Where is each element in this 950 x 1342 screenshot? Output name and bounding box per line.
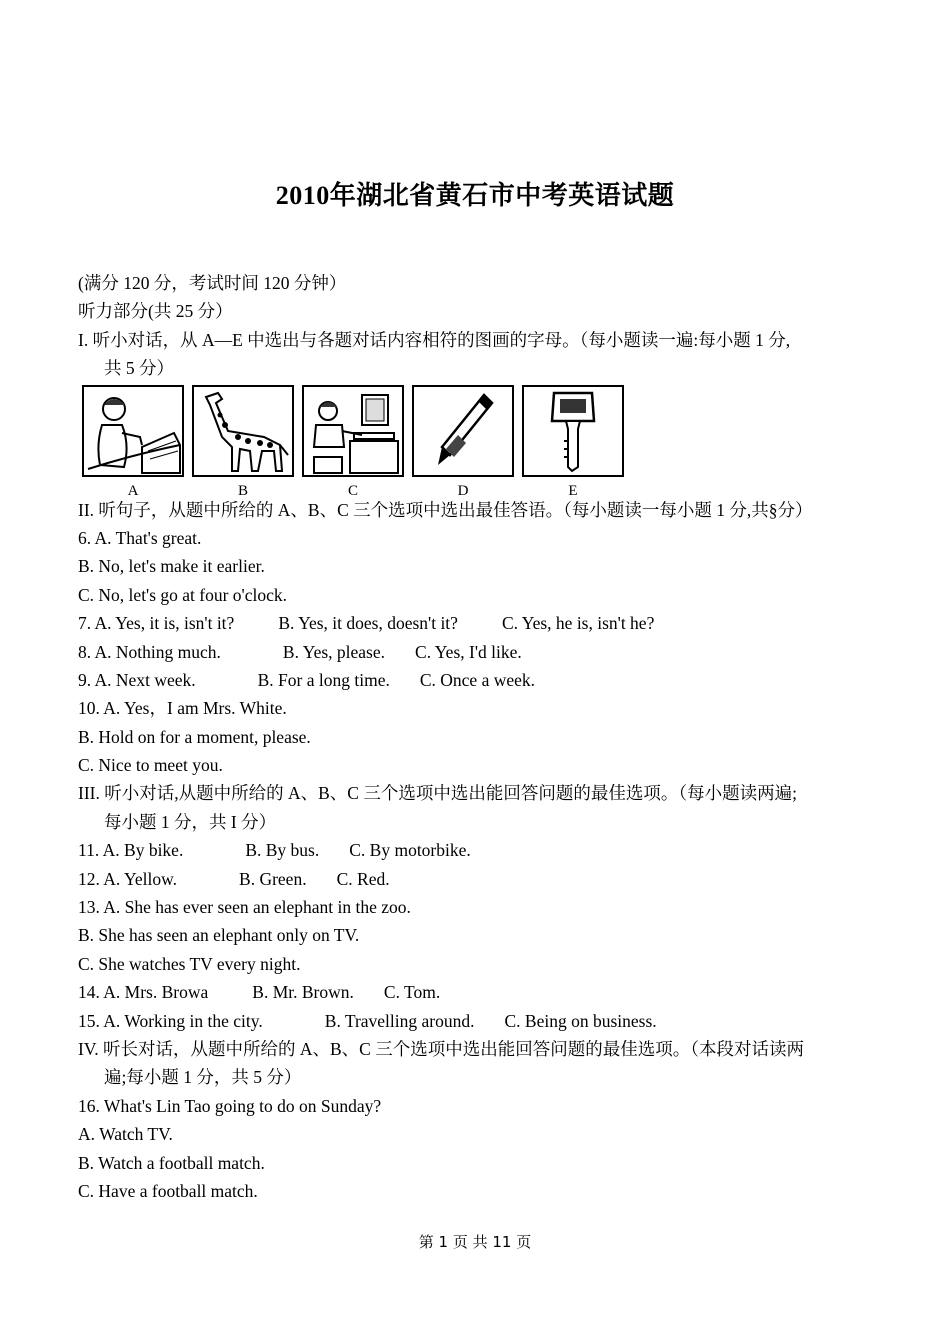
q13-option-b: B. She has seen an elephant only on TV. [78, 925, 360, 946]
q13-option-c: C. She watches TV every night. [78, 953, 301, 974]
q11-option-c: C. By motorbike. [349, 840, 471, 861]
q8-option-b: B. Yes, please. [282, 641, 386, 662]
section3-instruction-cont: 每小题 1 分，共 I 分） [104, 811, 277, 832]
q13-option-a: 13. A. She has ever seen an elephant in the zoo. [78, 897, 411, 918]
key-icon [522, 385, 624, 477]
picture-label: D [457, 482, 469, 499]
q15-option-b: B. Travelling around. [324, 1010, 475, 1031]
section3-instruction: III. 听小对话,从题中所给的 A、B、C 三个选项中选出能回答问题的最佳选项。（每小题读两遍; [78, 783, 797, 804]
picture-a [82, 385, 184, 499]
q14-row [78, 978, 858, 1006]
q11-row [78, 836, 858, 864]
q6-option-b: B. No, let's make it earlier. [78, 556, 265, 577]
section1-instruction-cont: 共 5 分） [104, 358, 174, 379]
q9-option-a: 9. A. Next week. [78, 669, 196, 690]
q9-row [78, 666, 858, 694]
q14-option-b: B. Mr. Brown. [252, 982, 354, 1003]
giraffe-icon [192, 385, 294, 477]
q7-row [78, 609, 858, 637]
listening-header: 听力部分(共 25 分） [78, 301, 233, 322]
picture-d [412, 385, 514, 499]
q9-option-b: B. For a long time. [257, 669, 390, 690]
picture-c [302, 385, 404, 499]
picture-row [82, 385, 858, 499]
q8-option-a: 8. A. Nothing much. [78, 641, 221, 662]
q8-row [78, 638, 858, 666]
q12-option-b: B. Green. [239, 868, 307, 889]
section4-instruction-cont: 遍;每小题 1 分，共 5 分） [104, 1067, 302, 1088]
q10-option-c: C. Nice to meet you. [78, 755, 223, 776]
picture-label: E [568, 482, 578, 499]
picture-label: C [347, 482, 358, 499]
q15-row [78, 1007, 858, 1035]
q10-option-b: B. Hold on for a moment, please. [78, 726, 311, 747]
picture-e [522, 385, 624, 499]
q10-option-a: 10. A. Yes，I am Mrs. White. [78, 698, 287, 719]
q15-option-a: 15. A. Working in the city. [78, 1010, 263, 1031]
q11-option-b: B. By bus. [245, 840, 320, 861]
section2-instruction: II. 听句子，从题中所给的 A、B、C 三个选项中选出最佳答语。（每小题读一每小题 1 分,共§分） [78, 499, 813, 520]
score-time-note: (满分 120 分，考试时间 120 分钟） [78, 273, 347, 293]
q6-option-a: 6. A. That's great. [78, 527, 202, 548]
q7-option-a: 7. A. Yes, it is, isn't it? [78, 613, 235, 634]
q16-option-a: A. Watch TV. [78, 1124, 173, 1145]
q9-option-c: C. Once a week. [419, 669, 536, 690]
q8-option-c: C. Yes, I'd like. [415, 641, 522, 662]
q15-option-c: C. Being on business. [504, 1010, 657, 1031]
q12-row [78, 865, 858, 893]
exam-content [78, 269, 858, 1205]
q7-option-b: B. Yes, it does, doesn't it? [278, 613, 458, 634]
page-title: 2010年湖北省黄石市中考英语试题 [275, 181, 675, 210]
boy-at-computer-icon [302, 385, 404, 477]
section4-instruction: IV. 听长对话，从题中所给的 A、B、C 三个选项中选出能回答问题的最佳选项。（本段对话读两 [78, 1038, 804, 1059]
q7-option-c: C. Yes, he is, isn't he? [501, 613, 655, 634]
q11-option-a: 11. A. By bike. [78, 840, 184, 861]
q6-option-c: C. No, let's go at four o'clock. [78, 584, 287, 605]
pen-icon [412, 385, 514, 477]
q14-option-a: 14. A. Mrs. Browa [78, 982, 209, 1003]
q16-option-c: C. Have a football match. [78, 1180, 258, 1201]
picture-label: B [237, 482, 248, 499]
q16-option-b: B. Watch a football match. [78, 1152, 265, 1173]
q12-option-a: 12. A. Yellow. [78, 868, 178, 889]
section1-instruction: I. 听小对话，从 A—E 中选出与各题对话内容相符的图画的字母。（每小题读一遍:每小题 1 分, [78, 329, 791, 350]
q16-question: 16. What's Lin Tao going to do on Sunday? [78, 1095, 382, 1116]
q14-option-c: C. Tom. [383, 982, 441, 1003]
q12-option-c: C. Red. [336, 868, 390, 889]
picture-b [192, 385, 294, 499]
picture-label: A [127, 482, 139, 499]
boy-in-bed-icon [82, 385, 184, 477]
page-number: 第 1 页 共 11 页 [418, 1233, 532, 1251]
